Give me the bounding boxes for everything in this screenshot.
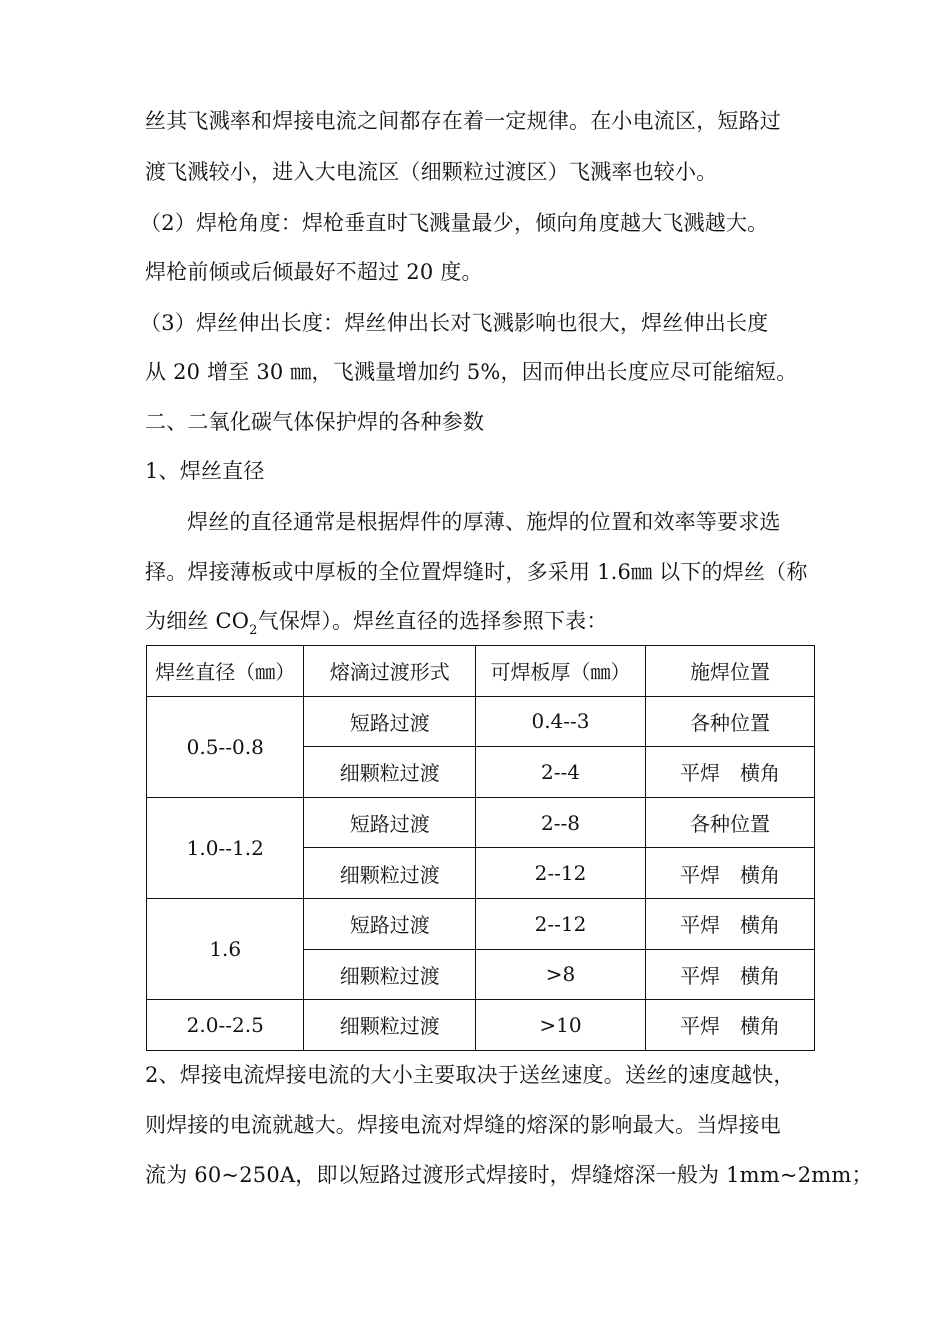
transfer-cell: 细颗粒过渡: [304, 848, 475, 899]
position-cell: 各种位置: [646, 696, 815, 747]
text-suffix: 气保焊）。焊丝直径的选择参照下表：: [257, 609, 608, 633]
paragraph-line: 丝其飞溅率和焊接电流之间都存在着一定规律。在小电流区，短路过: [145, 109, 781, 133]
table-header-cell: 可焊板厚（㎜）: [475, 646, 645, 697]
table-header-cell: 焊丝直径（㎜）: [147, 646, 304, 697]
table-row: [147, 797, 815, 848]
position-cell: 平焊 横角: [646, 898, 815, 949]
diameter-cell: 0.5--0.8: [147, 696, 304, 797]
position-cell: 平焊 横角: [646, 747, 815, 798]
paragraph-line: 焊枪前倾或后倾最好不超过 20 度。: [145, 260, 483, 284]
transfer-cell: 短路过渡: [304, 898, 475, 949]
diameter-cell: 1.0--1.2: [147, 797, 304, 898]
paragraph-line: （2）焊枪角度：焊枪垂直时飞溅量最少，倾向角度越大飞溅越大。: [140, 211, 769, 235]
paragraph-line: （3）焊丝伸出长度：焊丝伸出长对飞溅影响也很大，焊丝伸出长度: [140, 311, 769, 335]
table-header-row: [147, 646, 815, 697]
wire-diameter-table: [146, 645, 815, 1051]
paragraph-line: 渡飞溅较小，进入大电流区（细颗粒过渡区）飞溅率也较小。: [145, 160, 718, 184]
thickness-cell: 2--12: [475, 848, 645, 899]
table-row: [147, 1000, 815, 1051]
thickness-cell: 2--8: [475, 797, 645, 848]
table-header-cell: 熔滴过渡形式: [304, 646, 475, 697]
transfer-cell: 短路过渡: [304, 696, 475, 747]
section-heading: 二、二氧化碳气体保护焊的各种参数: [145, 410, 485, 434]
text-prefix: 为细丝 CO: [145, 609, 250, 633]
thickness-cell: 2--4: [475, 747, 645, 798]
position-cell: 各种位置: [646, 797, 815, 848]
paragraph-line: 焊丝的直径通常是根据焊件的厚薄、施焊的位置和效率等要求选: [187, 510, 781, 534]
table-row: [147, 696, 815, 747]
subscript-2: 2: [249, 623, 258, 638]
position-cell: 平焊 横角: [646, 949, 815, 1000]
paragraph-line: 从 20 增至 30 ㎜，飞溅量增加约 5%，因而伸出长度应尽可能缩短。: [145, 360, 798, 384]
transfer-cell: 短路过渡: [304, 797, 475, 848]
table-header-cell: 施焊位置: [646, 646, 815, 697]
thickness-cell: >8: [475, 949, 645, 1000]
position-cell: 平焊 横角: [646, 848, 815, 899]
subsection-heading: 1、焊丝直径: [145, 459, 265, 483]
transfer-cell: 细颗粒过渡: [304, 747, 475, 798]
transfer-cell: 细颗粒过渡: [304, 1000, 475, 1051]
transfer-cell: 细颗粒过渡: [304, 949, 475, 1000]
diameter-cell: 2.0--2.5: [147, 1000, 304, 1051]
paragraph-line: 流为 60~250A，即以短路过渡形式焊接时，焊缝熔深一般为 1mm~2mm；: [145, 1163, 873, 1187]
thickness-cell: >10: [475, 1000, 645, 1051]
paragraph-line-co2: [145, 607, 815, 638]
thickness-cell: 0.4--3: [475, 696, 645, 747]
paragraph-line: 2、焊接电流焊接电流的大小主要取决于送丝速度。送丝的速度越快，: [145, 1063, 795, 1087]
paragraph-line: 则焊接的电流就越大。焊接电流对焊缝的熔深的影响最大。当焊接电: [145, 1113, 781, 1137]
table-row: [147, 898, 815, 949]
position-cell: 平焊 横角: [646, 1000, 815, 1051]
thickness-cell: 2--12: [475, 898, 645, 949]
paragraph-line: 择。焊接薄板或中厚板的全位置焊缝时，多采用 1.6㎜ 以下的焊丝（称: [145, 560, 808, 584]
diameter-cell: 1.6: [147, 898, 304, 999]
